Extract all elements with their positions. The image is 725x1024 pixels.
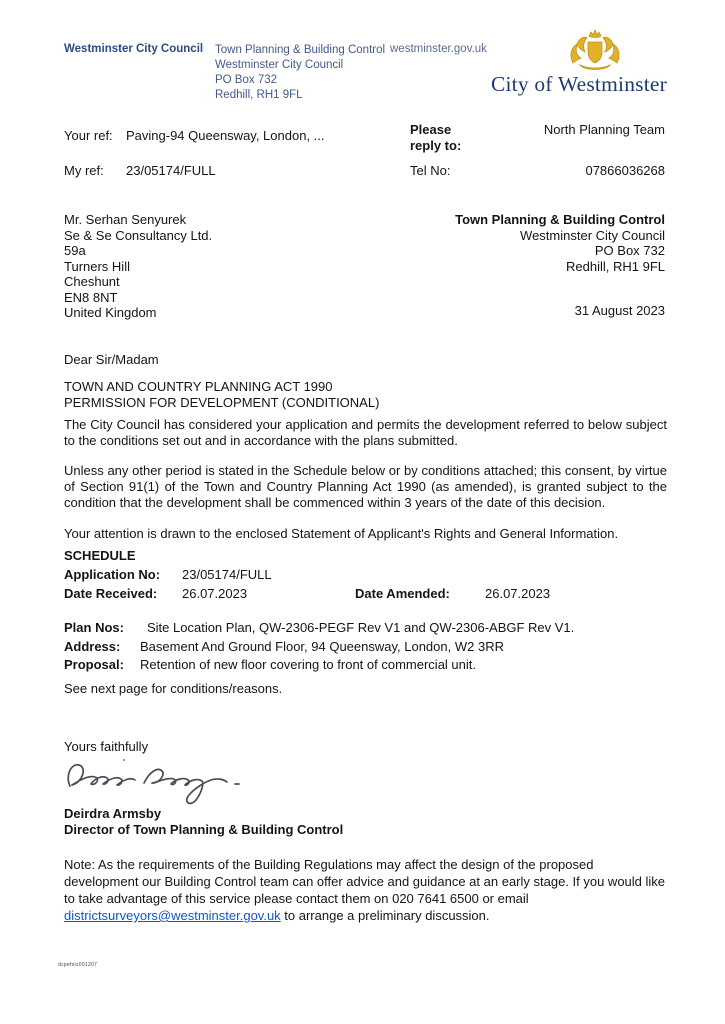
letter-date: 31 August 2023 [574, 303, 665, 318]
date-amended-value: 26.07.2023 [485, 586, 551, 601]
address-value: Basement And Ground Floor, 94 Queensway, London, W2 3RR [140, 639, 504, 654]
handwritten-signature [58, 752, 273, 813]
recipient-line: Turners Hill [64, 258, 130, 274]
signatory-name: Deirdra Armsby [64, 806, 162, 821]
recipient-line: Se & Se Consultancy Ltd. [64, 227, 213, 243]
title-line-1: TOWN AND COUNTRY PLANNING ACT 1990 [64, 379, 333, 394]
sender-line: PO Box 732 [594, 243, 665, 258]
your-ref-value: Paving-94 Queensway, London, ... [126, 128, 325, 143]
note-text: Note: As the requirements of the Building Regulations may affect the design of the proposed development our Building Control team can offer advice and guidance at an early stage. If you would like to take advantage of this service please contact them on 020 7641 6500 or email [64, 857, 666, 906]
proposal-value: Retention of new floor covering to front of commercial unit. [140, 657, 476, 672]
dept-address-line: Town Planning & Building Control [215, 44, 386, 56]
please-reply-to-label: Please reply to: [410, 122, 462, 153]
recipient-line: Mr. Serhan Senyurek [64, 212, 187, 227]
building-regulations-note [64, 856, 667, 924]
paragraph-rights: Your attention is drawn to the enclosed Statement of Applicant's Rights and General Information. [64, 526, 619, 541]
district-surveyors-email-link[interactable]: districtsurveyors@westminster.gov.uk [64, 908, 281, 923]
see-next-page-note: See next page for conditions/reasons. [64, 681, 283, 696]
recipient-line: EN8 8NT [64, 289, 118, 305]
westminster-crest-icon [563, 27, 627, 76]
tel-value: 07866036268 [585, 163, 665, 178]
reply-to-value: North Planning Team [543, 122, 665, 137]
date-received-label: Date Received: [64, 586, 158, 601]
recipient-address [64, 212, 212, 321]
dept-address-line: Redhill, RH1 9FL [215, 89, 303, 101]
paragraph-decision: The City Council has considered your application and permits the development referred to below subject to the conditions set out and in accordance with the plans submitted. [64, 417, 667, 448]
letterhead-council-name: Westminster City Council [64, 43, 204, 55]
city-of-westminster-logo: City of Westminster [490, 72, 667, 96]
recipient-line: Cheshunt [64, 274, 120, 289]
application-no-label: Application No: [64, 567, 161, 582]
letter-title [64, 379, 379, 410]
document-code: dcpefslz091207 [58, 962, 98, 968]
closing-valediction: Yours faithfully [64, 739, 149, 754]
sender-line: Redhill, RH1 9FL [566, 258, 665, 274]
sender-dept: Town Planning & Building Control [455, 212, 665, 227]
letterhead-dept-address [215, 43, 385, 103]
my-ref-value: 23/05174/FULL [126, 163, 216, 178]
dept-address-line: Westminster City Council [215, 59, 344, 71]
plan-nos-value: Site Location Plan, QW-2306-PEGF Rev V1 and QW-2306-ABGF Rev V1. [147, 620, 575, 635]
recipient-line: 59a [64, 243, 86, 258]
sender-address [455, 212, 665, 274]
application-no-value: 23/05174/FULL [182, 567, 272, 582]
date-amended-label: Date Amended: [355, 586, 450, 601]
letterhead-website: westminster.gov.uk [390, 43, 487, 55]
proposal-label: Proposal: [64, 657, 124, 672]
schedule-heading: SCHEDULE [64, 548, 136, 563]
dept-address-line: PO Box 732 [215, 74, 278, 86]
my-ref-label: My ref: [64, 163, 104, 178]
address-label: Address: [64, 639, 121, 654]
your-ref-label: Your ref: [64, 128, 113, 143]
salutation: Dear Sir/Madam [64, 352, 159, 367]
tel-label: Tel No: [410, 163, 451, 178]
plan-nos-label: Plan Nos: [64, 620, 124, 635]
note-text: to arrange a preliminary discussion. [280, 908, 490, 923]
date-received-value: 26.07.2023 [182, 586, 248, 601]
paragraph-commencement: Unless any other period is stated in the Schedule below or by conditions attached; this consent, by virtue of Section 91(1) of the Town and Country Planning Act 1990 (as amended), is granted subject to the condition that the development shall be commenced within 3 years of the date of this decision. [64, 463, 667, 510]
sender-line: Westminster City Council [520, 227, 665, 243]
title-line-2: PERMISSION FOR DEVELOPMENT (CONDITIONAL) [64, 394, 380, 410]
signatory-title: Director of Town Planning & Building Control [64, 822, 344, 837]
recipient-line: United Kingdom [64, 305, 157, 320]
